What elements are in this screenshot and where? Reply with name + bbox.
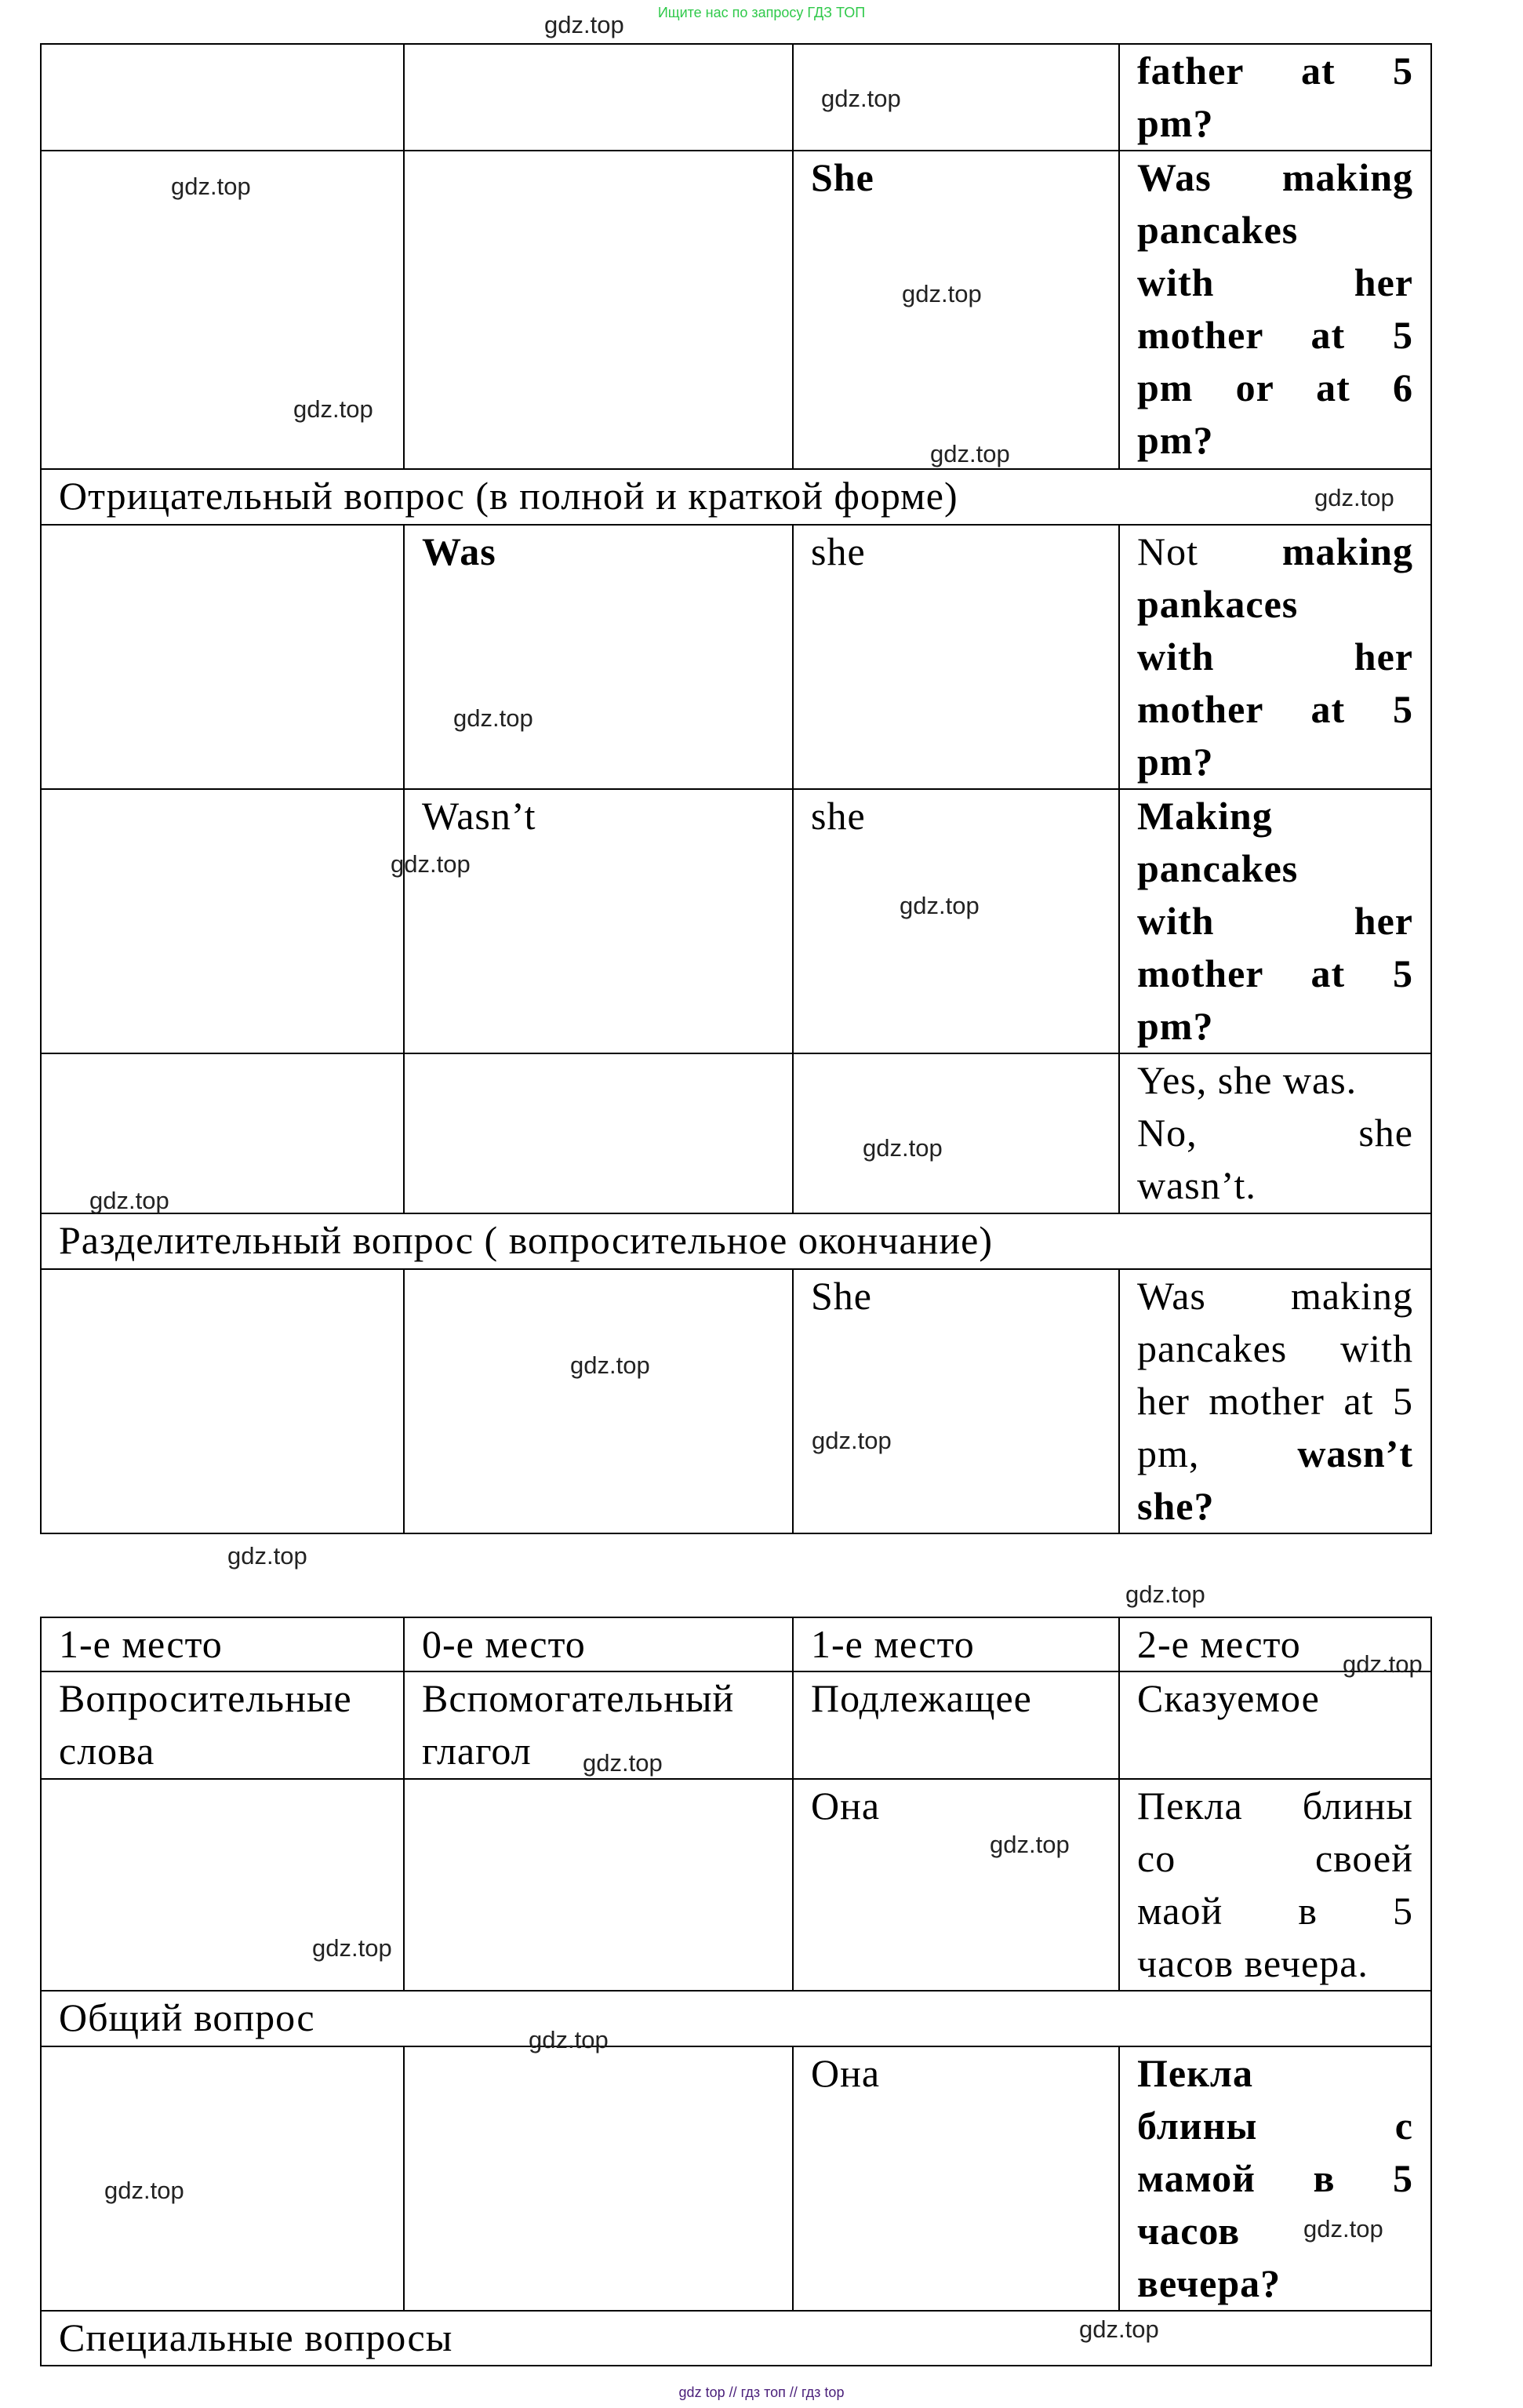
watermark: gdz.top (1125, 1580, 1205, 1608)
cell-line (59, 1725, 386, 1777)
cell-line (1137, 2047, 1413, 2100)
cell-text: she (811, 529, 866, 573)
table-cell (793, 1053, 1119, 1213)
cell-line (1137, 526, 1413, 578)
table-cell (1119, 789, 1431, 1053)
cell-text: her mother at 5 (1137, 1379, 1413, 1423)
table-cell (41, 1269, 404, 1533)
cell-line (811, 151, 1101, 204)
section-title: Специальные вопросы (41, 2311, 1431, 2366)
cell-text: Она (811, 1784, 881, 1828)
cell-text: wasn’t (1297, 1431, 1413, 1475)
cell-line (1137, 1780, 1413, 1832)
cell-line (1137, 1480, 1413, 1533)
table-row (41, 1617, 1431, 1671)
cell-line (1137, 1885, 1413, 1937)
cell-line (422, 790, 775, 842)
section-title: Общий вопрос (41, 1991, 1431, 2046)
watermark: gdz.top (1343, 1650, 1423, 1678)
cell-text: No, she (1137, 1111, 1413, 1155)
cell-text: father at 5 (1137, 49, 1413, 93)
section-header-row (41, 2311, 1431, 2366)
cell-line (1137, 204, 1413, 256)
cell-text: pancakes (1137, 846, 1299, 890)
cell-text: She (811, 1274, 872, 1318)
cell-text: 1-е место (59, 1622, 223, 1666)
table-cell (1119, 151, 1431, 469)
cell-line (1137, 414, 1413, 467)
cell-text: 0-е место (422, 1622, 586, 1666)
cell-text: мамой в 5 (1137, 2156, 1413, 2200)
cell-text: глагол (422, 1729, 532, 1773)
cell-text: вечера? (1137, 2261, 1281, 2305)
cell-line (1137, 2100, 1413, 2152)
table-row (41, 789, 1431, 1053)
cell-line (59, 1618, 386, 1671)
cell-text: Making (1137, 794, 1273, 838)
cell-line (1137, 45, 1413, 97)
table-row (41, 1779, 1431, 1991)
cell-text: Подлежащее (811, 1676, 1032, 1720)
cell-line (1137, 948, 1413, 1000)
watermark: gdz.top (990, 1831, 1070, 1858)
cell-line (1137, 1832, 1413, 1885)
cell-text: She (811, 155, 874, 199)
table-cell (41, 44, 404, 151)
cell-line (811, 1618, 1101, 1671)
section-header-row (41, 1991, 1431, 2046)
cell-text: Was (422, 529, 496, 573)
cell-line (1137, 1054, 1413, 1107)
table-cell (404, 525, 793, 789)
cell-text: со своей (1137, 1836, 1413, 1880)
cell-text: Пекла (1137, 2051, 1253, 2095)
table-cell (41, 1671, 404, 1779)
watermark: gdz.top (227, 1542, 307, 1570)
table-cell (793, 2046, 1119, 2311)
cell-line (811, 790, 1101, 842)
cell-text: Wasn’t (422, 794, 536, 838)
table-cell (404, 2046, 793, 2311)
cell-text: pm? (1137, 740, 1214, 784)
table-cell (1119, 1053, 1431, 1213)
cell-text: 2-е место (1137, 1622, 1301, 1666)
table-cell (793, 525, 1119, 789)
table-cell (41, 525, 404, 789)
table-row (41, 525, 1431, 789)
watermark: gdz.top (453, 704, 533, 732)
section-title: Разделительный вопрос ( вопросительное окончание) (41, 1213, 1431, 1269)
cell-line (1137, 256, 1413, 309)
watermark: gdz.top (900, 892, 980, 919)
cell-line (1137, 1159, 1413, 1212)
cell-text: wasn’t. (1137, 1163, 1256, 1207)
table-cell (41, 1617, 404, 1671)
cell-text: with her (1137, 899, 1413, 943)
cell-text: she? (1137, 1484, 1215, 1528)
table-cell (404, 789, 793, 1053)
watermark: gdz.top (902, 280, 982, 307)
cell-line (1137, 2152, 1413, 2205)
cell-text: слова (59, 1729, 155, 1773)
table-row (41, 2046, 1431, 2311)
search-hint-banner: Ищите нас по запросу ГДЗ ТОП (657, 5, 866, 20)
table-cell (1119, 2046, 1431, 2311)
section-title: Отрицательный вопрос (в полной и краткой форме) (41, 469, 1431, 525)
cell-text: Она (811, 2051, 881, 2095)
cell-line (1137, 362, 1413, 414)
cell-line (1137, 1428, 1413, 1480)
watermark: gdz.top (171, 173, 251, 200)
cell-text: часов (1137, 2209, 1241, 2253)
cell-text: pm or at 6 (1137, 366, 1413, 409)
table-row (41, 1269, 1431, 1533)
cell-line (1137, 1672, 1413, 1725)
cell-text: with her (1137, 260, 1413, 304)
cell-text: Was making (1137, 155, 1413, 199)
table-row (41, 1053, 1431, 1213)
table-cell (404, 44, 793, 151)
table-cell (793, 789, 1119, 1053)
cell-line (1137, 683, 1413, 736)
watermark: gdz.top (293, 395, 373, 423)
table-cell (793, 1671, 1119, 1779)
cell-text: Пекла блины (1137, 1784, 1413, 1828)
cell-line (1137, 309, 1413, 362)
cell-text: маой в 5 (1137, 1889, 1413, 1933)
cell-text: with her (1137, 635, 1413, 678)
watermark: gdz.top (821, 85, 901, 112)
cell-line (1137, 151, 1413, 204)
cell-text: pancakes (1137, 208, 1299, 252)
table-cell (1119, 1671, 1431, 1779)
cell-line (1137, 1937, 1413, 1990)
cell-line (1137, 1000, 1413, 1053)
watermark: gdz.top (1303, 2215, 1383, 2242)
watermark: gdz.top (583, 1749, 663, 1777)
table-cell (1119, 44, 1431, 151)
table-cell (404, 1269, 793, 1533)
cell-line (1137, 736, 1413, 788)
cell-text: Сказуемое (1137, 1676, 1320, 1720)
cell-text: pancakes with (1137, 1326, 1413, 1370)
watermark: gdz.top (529, 2026, 609, 2053)
cell-line (422, 1672, 775, 1725)
table-cell (404, 151, 793, 469)
cell-text: Вспомогательный (422, 1676, 735, 1720)
section-header-row (41, 469, 1431, 525)
table-cell (404, 1617, 793, 1671)
cell-line (1137, 97, 1413, 150)
watermark: gdz.top (1079, 2315, 1159, 2343)
cell-line (422, 1618, 775, 1671)
cell-line (1137, 1322, 1413, 1375)
cell-text: pm? (1137, 101, 1214, 145)
cell-text: pm? (1137, 418, 1214, 462)
cell-line (811, 1672, 1101, 1725)
cell-text: making (1281, 529, 1413, 573)
cell-line (1137, 2257, 1413, 2310)
table-cell (793, 151, 1119, 469)
cell-text: 1-е место (811, 1622, 975, 1666)
table-row (41, 1671, 1431, 1779)
table-cell (1119, 1269, 1431, 1533)
watermark: gdz.top (312, 1934, 392, 1962)
cell-text: блины с (1137, 2104, 1413, 2148)
table-cell (1119, 1779, 1431, 1991)
watermark: gdz.top (89, 1187, 169, 1214)
cell-text: she (811, 794, 866, 838)
table-cell (404, 1053, 793, 1213)
table-cell (1119, 525, 1431, 789)
watermark: gdz.top (1314, 484, 1394, 511)
cell-text: Yes, she was. (1137, 1058, 1358, 1102)
cell-line (1137, 631, 1413, 683)
table-cell (793, 1269, 1119, 1533)
cell-text: mother at 5 (1137, 313, 1413, 357)
watermark: gdz.top (930, 440, 1010, 467)
table-cell (793, 1779, 1119, 1991)
cell-line (422, 526, 775, 578)
watermark: gdz.top (391, 850, 471, 878)
cell-text: Вопросительные (59, 1676, 352, 1720)
table-cell (41, 789, 404, 1053)
cell-line (1137, 790, 1413, 842)
table-row (41, 44, 1431, 151)
cell-line (811, 1780, 1101, 1832)
table-cell (404, 1779, 793, 1991)
cell-line (1137, 842, 1413, 895)
cell-text: часов вечера. (1137, 1941, 1369, 1985)
grammar-table-english (40, 43, 1432, 1534)
cell-text: pm, (1137, 1431, 1200, 1475)
grammar-table-russian (40, 1617, 1432, 2366)
cell-text: pankaces (1137, 582, 1299, 626)
watermark: gdz.top (104, 2177, 184, 2204)
cell-text: Was making (1137, 1274, 1413, 1318)
watermark: gdz.top (570, 1351, 650, 1379)
cell-line (1137, 578, 1413, 631)
cell-line (811, 1270, 1101, 1322)
cell-line (1137, 895, 1413, 948)
section-header-row (41, 1213, 1431, 1269)
table-cell (41, 2046, 404, 2311)
footer-links: gdz top // гдз топ // гдз top (678, 2384, 845, 2400)
cell-text: pm? (1137, 1004, 1214, 1048)
watermark: gdz.top (863, 1134, 943, 1162)
table-cell (793, 1617, 1119, 1671)
cell-line (1137, 1107, 1413, 1159)
cell-line (1137, 1375, 1413, 1428)
cell-line (59, 1672, 386, 1725)
watermark: gdz.top (544, 11, 624, 38)
watermark: gdz.top (812, 1427, 892, 1454)
cell-line (811, 526, 1101, 578)
cell-text: mother at 5 (1137, 687, 1413, 731)
cell-text: Not (1137, 529, 1198, 573)
cell-line (1137, 1270, 1413, 1322)
cell-line (811, 2047, 1101, 2100)
cell-text: mother at 5 (1137, 951, 1413, 995)
